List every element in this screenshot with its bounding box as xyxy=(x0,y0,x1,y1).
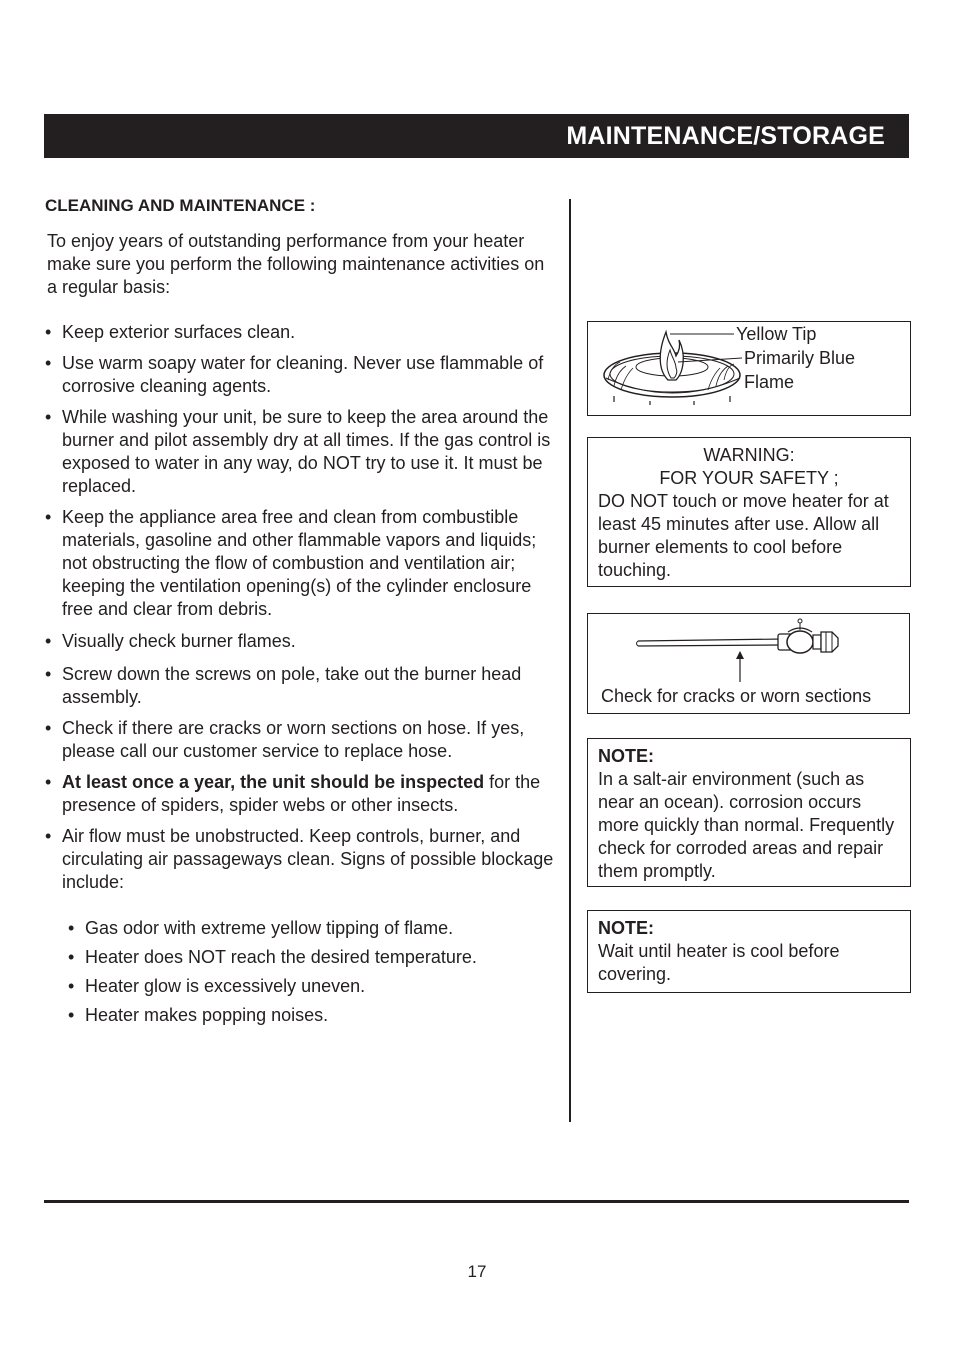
page-title: MAINTENANCE/STORAGE xyxy=(566,122,885,150)
warning-body: DO NOT touch or move heater for at least 45 minutes after use. Allow all burner elements to cool before touching. xyxy=(598,491,889,580)
warning-title: WARNING: xyxy=(703,445,795,465)
list-item: • While washing your unit, be sure to keep the area around the burner and pilot assembly dry at all times. If the gas control is exposed to water in any way, do NOT try to use it. It must be replaced. xyxy=(45,406,555,498)
note-title: NOTE: xyxy=(598,746,654,766)
list-item: • Screw down the screws on pole, take out the burner head assembly. xyxy=(45,663,555,709)
list-item: • Keep the appliance area free and clean from combustible materials, gasoline and other flammable vapors and liquids; not obstructing the flow of combustion and ventilation air; keeping the ventilation opening(s) of the cylinder enclosure free and clear from debris. xyxy=(45,506,555,621)
column-divider xyxy=(569,199,571,1122)
page-number: 17 xyxy=(467,1262,487,1281)
note-body: Wait until heater is cool before covering. xyxy=(598,941,840,984)
label-flame: Flame xyxy=(744,372,795,392)
flame-labels xyxy=(736,322,855,394)
header-bar xyxy=(44,114,909,158)
flame-figure-box xyxy=(587,321,911,416)
note-body: In a salt-air environment (such as near an ocean). corrosion occurs more quickly than normal. Frequently check for corroded areas and repair them promptly. xyxy=(598,769,895,881)
warning-box xyxy=(587,437,911,587)
inspection-bold-text: At least once a year, the unit should be inspected xyxy=(62,772,485,792)
list-item: • Keep exterior surfaces clean. xyxy=(45,321,555,344)
footer-rule xyxy=(44,1200,909,1203)
label-primarily-blue: Primarily Blue xyxy=(744,348,856,368)
note-title: NOTE: xyxy=(598,918,654,938)
list-item: • Gas odor with extreme yellow tipping of flame. xyxy=(68,917,548,940)
warning-subtitle: FOR YOUR SAFETY ; xyxy=(659,468,839,488)
note-covering-box xyxy=(587,910,911,993)
label-yellow-tip: Yellow Tip xyxy=(736,324,817,344)
hose-figure-box xyxy=(587,613,910,714)
note-salt-air-box xyxy=(587,738,911,887)
hose-caption: Check for cracks or worn sections xyxy=(601,686,872,706)
list-item: • Use warm soapy water for cleaning. Never use flammable of corrosive cleaning agents. xyxy=(45,352,555,398)
blockage-signs-list xyxy=(68,917,548,1033)
maintenance-list xyxy=(45,321,555,894)
list-item-airflow: • Air flow must be unobstructed. Keep controls, burner, and circulating air passageways clean. Signs of possible blockage include: xyxy=(45,825,555,894)
list-item: • Check if there are cracks or worn sections on hose. If yes, please call our customer service to replace hose. xyxy=(45,717,555,763)
list-item: • Visually check burner flames. xyxy=(45,630,555,653)
list-item: • Heater glow is excessively uneven. xyxy=(68,975,548,998)
list-item: • Heater does NOT reach the desired temperature. xyxy=(68,946,548,969)
section-heading: CLEANING AND MAINTENANCE : xyxy=(45,196,316,215)
list-item-inspection: • At least once a year, the unit should be inspected for the presence of spiders, spider webs or other insects. xyxy=(45,771,555,817)
intro-paragraph: To enjoy years of outstanding performance from your heater make sure you perform the following maintenance activities on a regular basis: xyxy=(47,231,545,297)
list-item: • Heater makes popping noises. xyxy=(68,1004,548,1027)
